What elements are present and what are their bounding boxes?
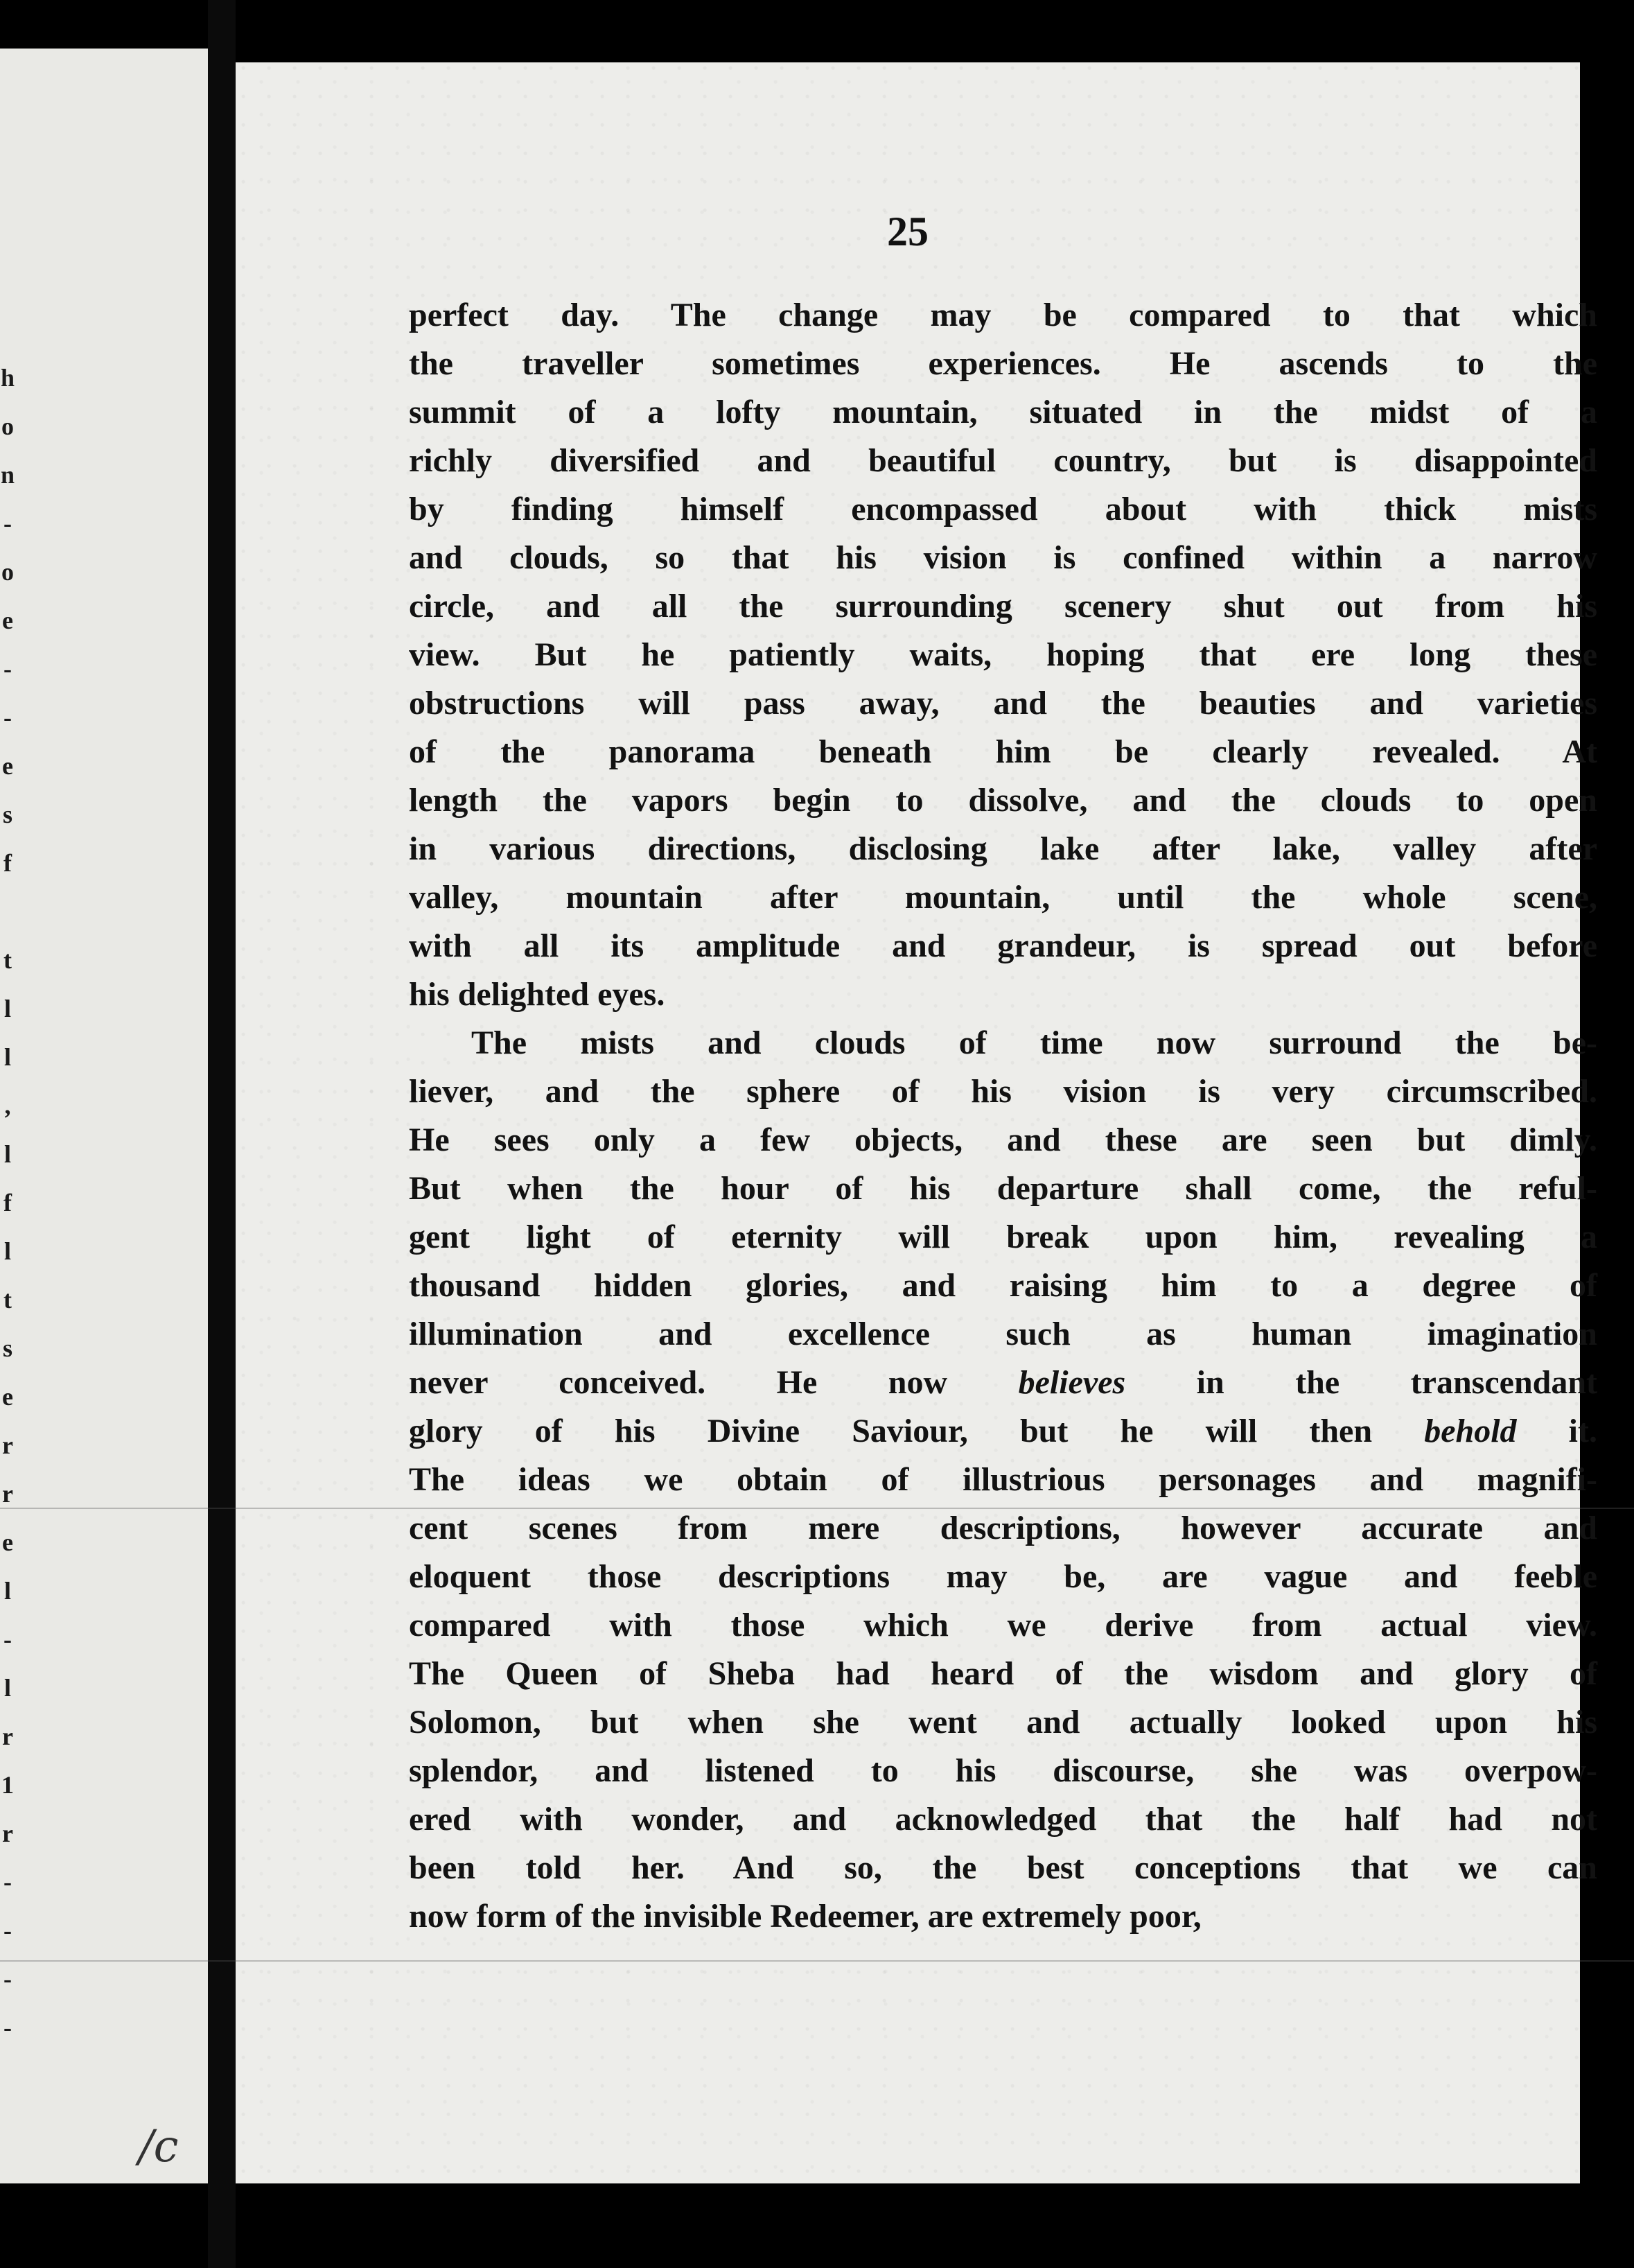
left-margin-char: e <box>2 1528 13 1556</box>
scan-artifact-line <box>0 1508 1634 1509</box>
left-margin-char: 1 <box>1 1771 14 1799</box>
text-line: Solomon, but when she went and actually looked upon his <box>409 1704 1597 1741</box>
text-span: glory of his Divine Saviour, but he will then <box>409 1413 1425 1449</box>
scan-artifact-line <box>0 1960 1634 1962</box>
page-number: 25 <box>887 209 929 254</box>
text-line: now form of the invisible Redeemer, are extremely poor, <box>409 1898 1202 1935</box>
text-line: But when the hour of his departure shall come, the reful- <box>409 1170 1597 1207</box>
text-line: with all its amplitude and grandeur, is spread out before <box>409 927 1597 964</box>
text-span: never conceived. He now <box>409 1364 1019 1401</box>
text-line: The ideas we obtain of illustrious personages and magnifi- <box>409 1461 1597 1498</box>
text-line: liever, and the sphere of his vision is very circumscribed. <box>409 1073 1597 1110</box>
left-margin-char: l <box>3 1140 11 1168</box>
left-margin-char: e <box>2 607 13 634</box>
text-line: eloquent those descriptions may be, are vague and feeble <box>409 1558 1597 1595</box>
left-margin-char: - <box>3 1965 12 1993</box>
left-margin-char: - <box>3 1917 12 1944</box>
text-line: of the panorama beneath him be clearly revealed. At <box>409 733 1597 770</box>
book-page <box>236 62 1598 2183</box>
left-margin-char: t <box>3 946 12 974</box>
text-line: compared with those which we derive from actual view. <box>409 1607 1597 1643</box>
left-margin-char: l <box>3 1577 11 1605</box>
left-margin-char: t <box>3 1286 12 1314</box>
left-margin-char: o <box>1 558 14 586</box>
left-margin-char: l <box>3 1237 11 1265</box>
left-margin-char: s <box>2 801 12 828</box>
left-page-margin-text <box>0 354 15 2052</box>
left-margin-char: n <box>0 461 15 489</box>
left-margin-char: , <box>4 1092 11 1119</box>
text-span: it. <box>1516 1413 1597 1449</box>
left-margin-char: f <box>3 1189 12 1216</box>
left-margin-char: h <box>0 364 15 392</box>
text-line: perfect day. The change may be compared to that which <box>409 297 1597 333</box>
text-line: summit of a lofty mountain, situated in the midst of a <box>409 394 1597 430</box>
text-line: ered with wonder, and acknowledged that the half had not <box>409 1801 1597 1838</box>
text-line <box>409 1359 1597 1407</box>
left-margin-char: r <box>2 1820 13 1847</box>
text-span: in the transcendant <box>1125 1364 1598 1401</box>
text-line <box>409 1407 1597 1456</box>
left-margin-char: - <box>3 655 12 683</box>
left-margin-char: - <box>3 704 12 731</box>
text-line: The Queen of Sheba had heard of the wisdom and glory of <box>409 1655 1597 1692</box>
left-page-edge <box>0 49 208 2183</box>
text-line: circle, and all the surrounding scenery shut out from his <box>409 588 1597 625</box>
text-line: illumination and excellence such as human imagination <box>409 1316 1597 1352</box>
text-line: and clouds, so that his vision is confined within a narrow <box>409 539 1597 576</box>
left-margin-char: - <box>3 2014 12 2041</box>
text-line: splendor, and listened to his discourse, she was overpow- <box>409 1752 1597 1789</box>
italic-word: behold <box>1424 1413 1517 1449</box>
left-margin-char: r <box>2 1722 13 1750</box>
left-margin-char: l <box>3 1674 11 1702</box>
text-line: The mists and clouds of time now surround the be- <box>471 1024 1597 1061</box>
handwritten-mark: /c <box>139 2121 179 2172</box>
page-body-text <box>409 291 1597 1941</box>
left-margin-char: - <box>3 509 12 537</box>
text-line: obstructions will pass away, and the beauties and varieties <box>409 685 1597 722</box>
text-line: He sees only a few objects, and these are seen but dimly. <box>409 1122 1597 1158</box>
text-line: by finding himself encompassed about with thick mists <box>409 491 1597 527</box>
left-margin-char: - <box>3 1868 12 1896</box>
left-margin-char: l <box>3 995 11 1022</box>
left-margin-char: f <box>3 849 12 877</box>
book-gutter <box>208 0 236 2268</box>
text-line: the traveller sometimes experiences. He ascends to the <box>409 345 1597 382</box>
text-line: gent light of eternity will break upon him, revealing a <box>409 1219 1597 1255</box>
text-line: in various directions, disclosing lake after lake, valley after <box>409 830 1597 867</box>
left-margin-char: e <box>2 752 13 780</box>
text-line: valley, mountain after mountain, until the whole scene, <box>409 879 1597 916</box>
text-line: been told her. And so, the best conceptions that we can <box>409 1849 1597 1886</box>
text-line: his delighted eyes. <box>409 976 665 1013</box>
left-margin-char: e <box>2 1383 13 1411</box>
left-margin-char: o <box>1 412 14 440</box>
text-line: thousand hidden glories, and raising him to a degree of <box>409 1267 1597 1304</box>
left-margin-char: - <box>3 1625 12 1653</box>
text-line: length the vapors begin to dissolve, and the clouds to open <box>409 782 1597 819</box>
italic-word: believes <box>1018 1364 1126 1401</box>
left-margin-char: r <box>2 1480 13 1508</box>
text-line: cent scenes from mere descriptions, however accurate and <box>409 1510 1597 1546</box>
left-margin-char: r <box>2 1431 13 1459</box>
left-margin-char: l <box>3 1043 11 1071</box>
text-line: view. But he patiently waits, hoping that ere long these <box>409 636 1597 673</box>
text-line: richly diversified and beautiful country, but is disappointed <box>409 442 1597 479</box>
left-margin-char: s <box>2 1334 12 1362</box>
left-margin-char <box>0 887 15 936</box>
